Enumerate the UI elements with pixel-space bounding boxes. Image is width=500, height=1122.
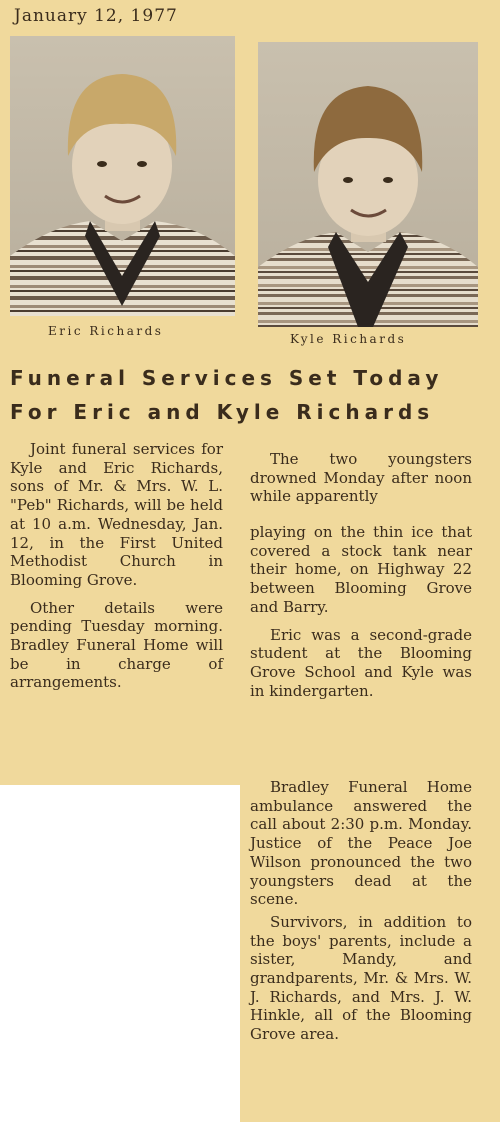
article-right-column-middle [250, 523, 472, 700]
photo-kyle-richards [258, 42, 478, 327]
paragraph: The two youngsters drowned Monday after noon while apparently [250, 450, 472, 506]
article-left-column [10, 440, 223, 692]
paragraph: playing on the thin ice that covered a stock tank near their home, on Highway 22 between Blooming Grove and Barry. [250, 523, 472, 616]
clipping-date: January 12, 1977 [14, 6, 178, 26]
paragraph: Eric was a second-grade student at the Blooming Grove School and Kyle was in kindergarten. [250, 625, 472, 700]
headline-line-2: For Eric and Kyle Richards [10, 400, 435, 424]
paragraph: Survivors, in addition to the boys' parents, include a sister, Mandy, and grandparents, Mr. & Mrs. W. J. Richards, and Mrs. J. W. Hinkle, all of the Blooming Grove area. [250, 912, 472, 1044]
photo-caption-eric: Eric Richards [48, 324, 164, 338]
portrait-eric [10, 36, 235, 316]
photo-caption-kyle: Kyle Richards [290, 332, 407, 346]
paragraph: Other details were pending Tuesday morning. Bradley Funeral Home will be in charge of arrangements. [10, 598, 223, 692]
photo-eric-richards [10, 36, 235, 316]
paragraph: Bradley Funeral Home ambulance answered the call about 2:30 p.m. Monday. Justice of the Peace Joe Wilson pronounced the two youngsters dead at the scene. [250, 778, 472, 909]
paragraph: Joint funeral services for Kyle and Eric Richards, sons of Mr. & Mrs. W. L. "Peb" Richards, will be held at 10 a.m. Wednesday, Jan. 12, in the First United Methodist Church in Blooming Grove. [10, 440, 223, 589]
headline-line-1: Funeral Services Set Today [10, 366, 444, 390]
portrait-kyle [258, 42, 478, 327]
article-right-column-top [250, 450, 472, 506]
article-right-column-bottom [250, 778, 472, 1044]
